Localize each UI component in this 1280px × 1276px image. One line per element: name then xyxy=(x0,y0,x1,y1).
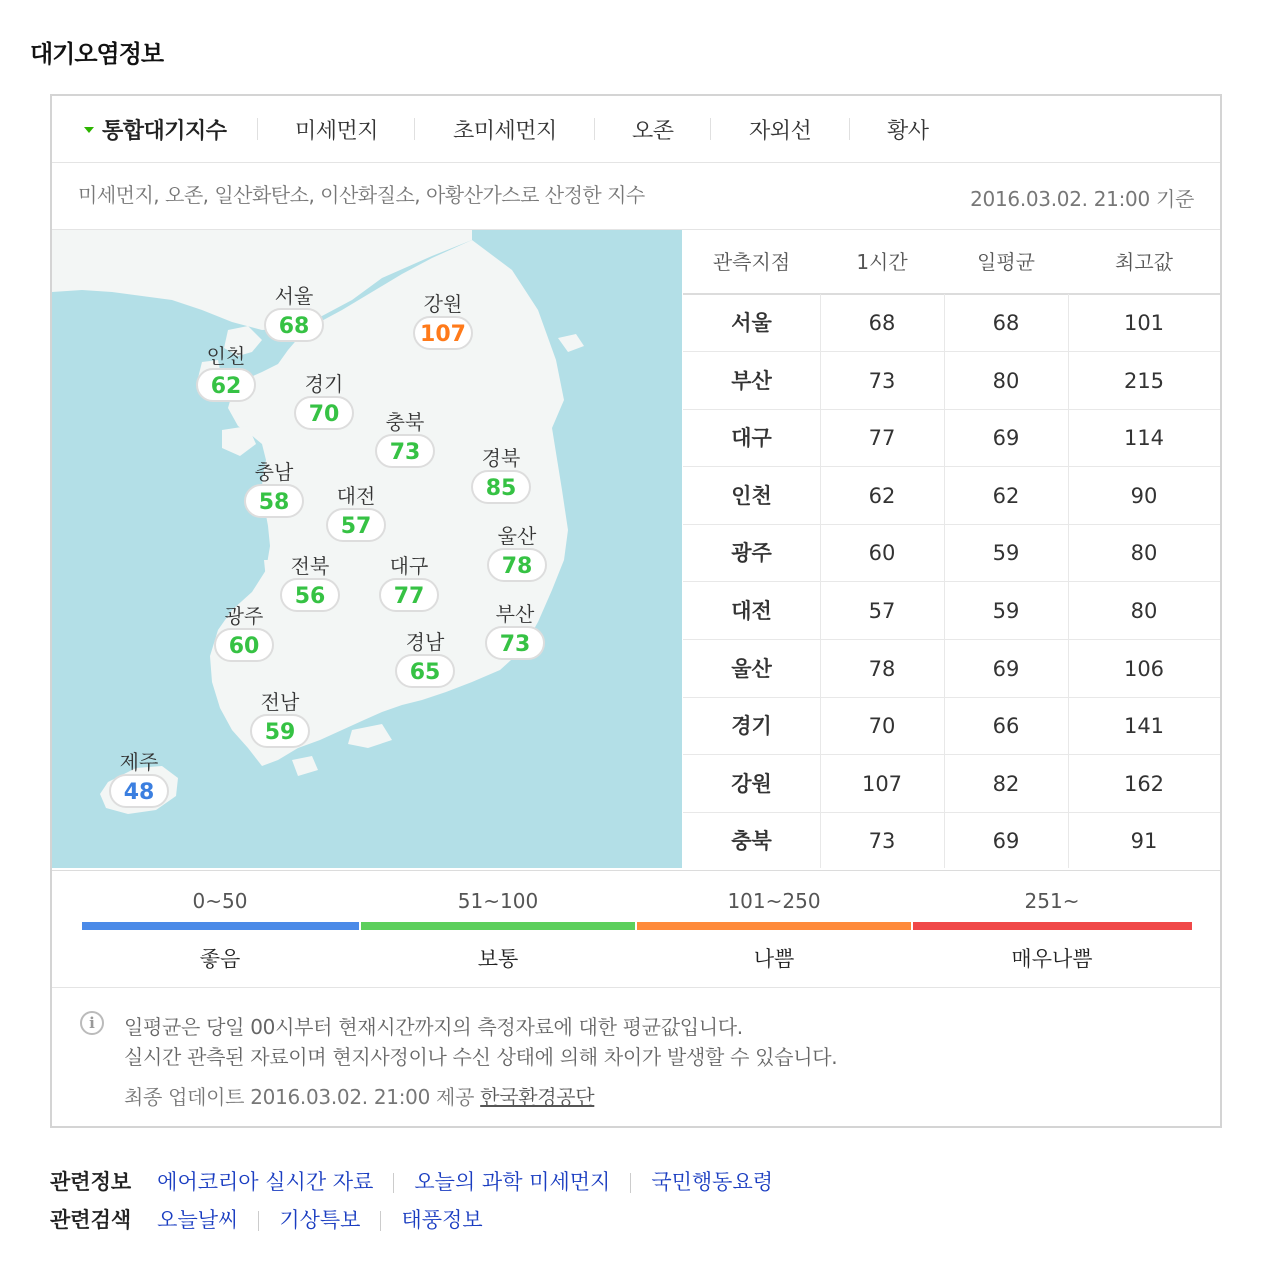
map-region-label: 대구 xyxy=(389,554,429,578)
korea-map xyxy=(52,230,682,868)
table-cell: 80 xyxy=(1130,599,1158,623)
map-region-label: 경북 xyxy=(481,446,521,470)
table-station-name: 대구 xyxy=(731,426,772,451)
map-region-label: 전남 xyxy=(260,690,300,714)
table-cell: 59 xyxy=(992,541,1020,566)
page-title: 대기오염정보 xyxy=(30,40,164,68)
table-station-name: 강원 xyxy=(731,771,772,796)
map-region-label: 광주 xyxy=(224,604,264,628)
table-cell: 69 xyxy=(992,656,1020,681)
index-legend xyxy=(52,870,1220,988)
map-region-value-badge[interactable]: 73 xyxy=(375,434,435,468)
tab-bar xyxy=(52,96,1220,163)
info-icon: i xyxy=(80,1011,104,1035)
table-cell: 62 xyxy=(868,483,896,508)
map-region-label: 충남 xyxy=(254,460,294,484)
legend-bar-bad xyxy=(637,922,911,930)
column-divider xyxy=(1068,294,1069,868)
link-action-guide[interactable]: 국민행동요령 xyxy=(651,1170,774,1194)
map-region-value-badge[interactable]: 62 xyxy=(196,368,256,402)
notes-section xyxy=(52,987,1220,1127)
legend-name-bad: 나쁨 xyxy=(753,947,795,971)
tab-uv[interactable]: 자외선 xyxy=(749,119,812,144)
map-region-label: 충북 xyxy=(385,410,425,434)
tab-separator xyxy=(710,118,711,140)
header-1hour: 1시간 xyxy=(856,250,908,274)
table-cell: 57 xyxy=(868,599,896,623)
map-region-value-badge[interactable]: 58 xyxy=(244,484,304,518)
map-region-value-badge[interactable]: 70 xyxy=(294,396,354,430)
legend-range-very-bad: 251~ xyxy=(1024,889,1080,913)
table-cell: 60 xyxy=(868,541,896,566)
map-region-label: 부산 xyxy=(495,602,535,626)
map-region-label: 서울 xyxy=(274,284,314,308)
table-cell: 68 xyxy=(992,311,1020,335)
related-info-row xyxy=(50,1166,773,1196)
table-cell: 69 xyxy=(992,829,1020,854)
legend-range-good: 0~50 xyxy=(192,889,248,913)
link-today-weather[interactable]: 오늘날씨 xyxy=(157,1208,239,1232)
table-cell: 59 xyxy=(992,599,1020,623)
legend-bar-normal xyxy=(361,922,635,930)
table-cell: 78 xyxy=(868,656,896,681)
column-divider xyxy=(820,294,821,868)
map-region-value-badge[interactable]: 85 xyxy=(471,470,531,504)
table-cell: 141 xyxy=(1123,714,1165,739)
reference-time: 2016.03.02. 21:00 기준 xyxy=(970,187,1194,211)
table-cell: 69 xyxy=(992,426,1020,451)
table-cell: 66 xyxy=(992,714,1020,739)
legend-name-normal: 보통 xyxy=(477,947,519,971)
tab-separator xyxy=(849,118,850,140)
table-station-name: 인천 xyxy=(731,483,772,508)
related-search-label: 관련검색 xyxy=(50,1208,132,1232)
table-cell: 215 xyxy=(1123,368,1165,393)
note-realtime: 실시간 관측된 자료이며 현지사정이나 수신 상태에 의해 차이가 발생할 수 있습니다. xyxy=(124,1045,838,1069)
link-typhoon-info[interactable]: 태풍정보 xyxy=(401,1208,483,1232)
table-cell: 68 xyxy=(868,311,896,335)
station-table xyxy=(683,230,1220,868)
map-region-label: 전북 xyxy=(290,554,330,578)
tab-label: 통합대기지수 xyxy=(102,119,227,144)
link-separator xyxy=(380,1211,381,1231)
map-region-value-badge[interactable]: 77 xyxy=(379,578,439,612)
map-region-value-badge[interactable]: 59 xyxy=(250,714,310,748)
table-cell: 91 xyxy=(1130,829,1158,854)
link-separator xyxy=(258,1211,259,1231)
table-cell: 73 xyxy=(868,829,896,854)
link-separator xyxy=(393,1173,394,1193)
legend-range-bad: 101~250 xyxy=(727,889,821,913)
table-cell: 114 xyxy=(1123,426,1165,451)
legend-range-normal: 51~100 xyxy=(457,889,539,913)
tab-separator xyxy=(414,118,415,140)
table-cell: 73 xyxy=(868,368,896,393)
link-separator xyxy=(630,1173,631,1193)
legend-name-good: 좋음 xyxy=(199,947,241,971)
table-cell: 77 xyxy=(868,426,896,451)
index-description: 미세먼지, 오존, 일산화탄소, 이산화질소, 아황산가스로 산정한 지수 xyxy=(78,183,645,207)
map-region-label: 인천 xyxy=(206,344,246,368)
table-cell: 62 xyxy=(992,483,1020,508)
map-region-label: 제주 xyxy=(119,750,159,774)
table-station-name: 충북 xyxy=(731,829,772,854)
header-station: 관측지점 xyxy=(712,250,791,274)
table-cell: 80 xyxy=(1130,541,1158,566)
map-region-value-badge[interactable]: 65 xyxy=(395,654,455,688)
map-region-label: 경남 xyxy=(405,630,445,654)
map-region-value-badge[interactable]: 60 xyxy=(214,628,274,662)
link-airkorea[interactable]: 에어코리아 실시간 자료 xyxy=(157,1170,374,1194)
table-cell: 107 xyxy=(861,771,903,796)
table-cell: 162 xyxy=(1123,771,1165,796)
map-region-label: 대전 xyxy=(336,484,376,508)
tab-yellow-dust[interactable]: 황사 xyxy=(887,119,929,144)
map-region-value-badge[interactable]: 68 xyxy=(264,308,324,342)
table-cell: 80 xyxy=(992,368,1020,393)
table-cell: 70 xyxy=(868,714,896,739)
caret-down-icon xyxy=(84,127,94,133)
last-update-text: 최종 업데이트 2016.03.02. 21:00 제공 xyxy=(124,1085,475,1109)
map-region-value-badge[interactable]: 78 xyxy=(487,548,547,582)
table-cell: 101 xyxy=(1123,311,1165,335)
related-search-row xyxy=(50,1204,483,1234)
legend-bar-good xyxy=(82,922,359,930)
tab-separator xyxy=(257,118,258,140)
map-region-value-badge[interactable]: 107 xyxy=(413,316,473,350)
map-region-value-badge[interactable]: 73 xyxy=(485,626,545,660)
table-station-name: 대전 xyxy=(731,599,772,623)
table-station-name: 광주 xyxy=(731,541,772,566)
table-cell: 82 xyxy=(992,771,1020,796)
table-cell: 106 xyxy=(1123,656,1165,681)
link-science-fine-dust[interactable]: 오늘의 과학 미세먼지 xyxy=(414,1170,611,1194)
table-station-name: 울산 xyxy=(731,656,772,681)
provider-link[interactable]: 한국환경공단 xyxy=(480,1085,595,1109)
map-region-label: 경기 xyxy=(304,372,344,396)
table-station-name: 경기 xyxy=(731,714,772,739)
table-station-name: 서울 xyxy=(731,311,772,335)
table-station-name: 부산 xyxy=(731,368,772,393)
legend-bar-very-bad xyxy=(913,922,1192,930)
map-region-value-badge[interactable]: 56 xyxy=(280,578,340,612)
link-weather-warning[interactable]: 기상특보 xyxy=(279,1208,361,1232)
tab-separator xyxy=(594,118,595,140)
tab-ozone[interactable]: 오존 xyxy=(632,119,674,144)
index-description-bar xyxy=(52,163,1220,230)
map-region-label: 울산 xyxy=(497,524,537,548)
tab-integrated-index[interactable] xyxy=(84,114,227,145)
map-region-value-badge[interactable]: 57 xyxy=(326,508,386,542)
tab-fine-dust[interactable]: 미세먼지 xyxy=(295,119,379,144)
tab-ultrafine-dust[interactable]: 초미세먼지 xyxy=(453,119,557,144)
note-daily-average: 일평균은 당일 00시부터 현재시간까지의 측정자료에 대한 평균값입니다. xyxy=(124,1015,743,1039)
related-info-label: 관련정보 xyxy=(50,1170,132,1194)
table-cell: 90 xyxy=(1130,483,1158,508)
note-last-update xyxy=(124,1081,594,1110)
header-daily-average: 일평균 xyxy=(977,250,1035,274)
map-region-value-badge[interactable]: 48 xyxy=(109,774,169,808)
map-region-label: 강원 xyxy=(423,292,463,316)
column-divider xyxy=(944,294,945,868)
legend-name-very-bad: 매우나쁨 xyxy=(1011,947,1093,971)
header-max-value: 최고값 xyxy=(1115,250,1173,274)
